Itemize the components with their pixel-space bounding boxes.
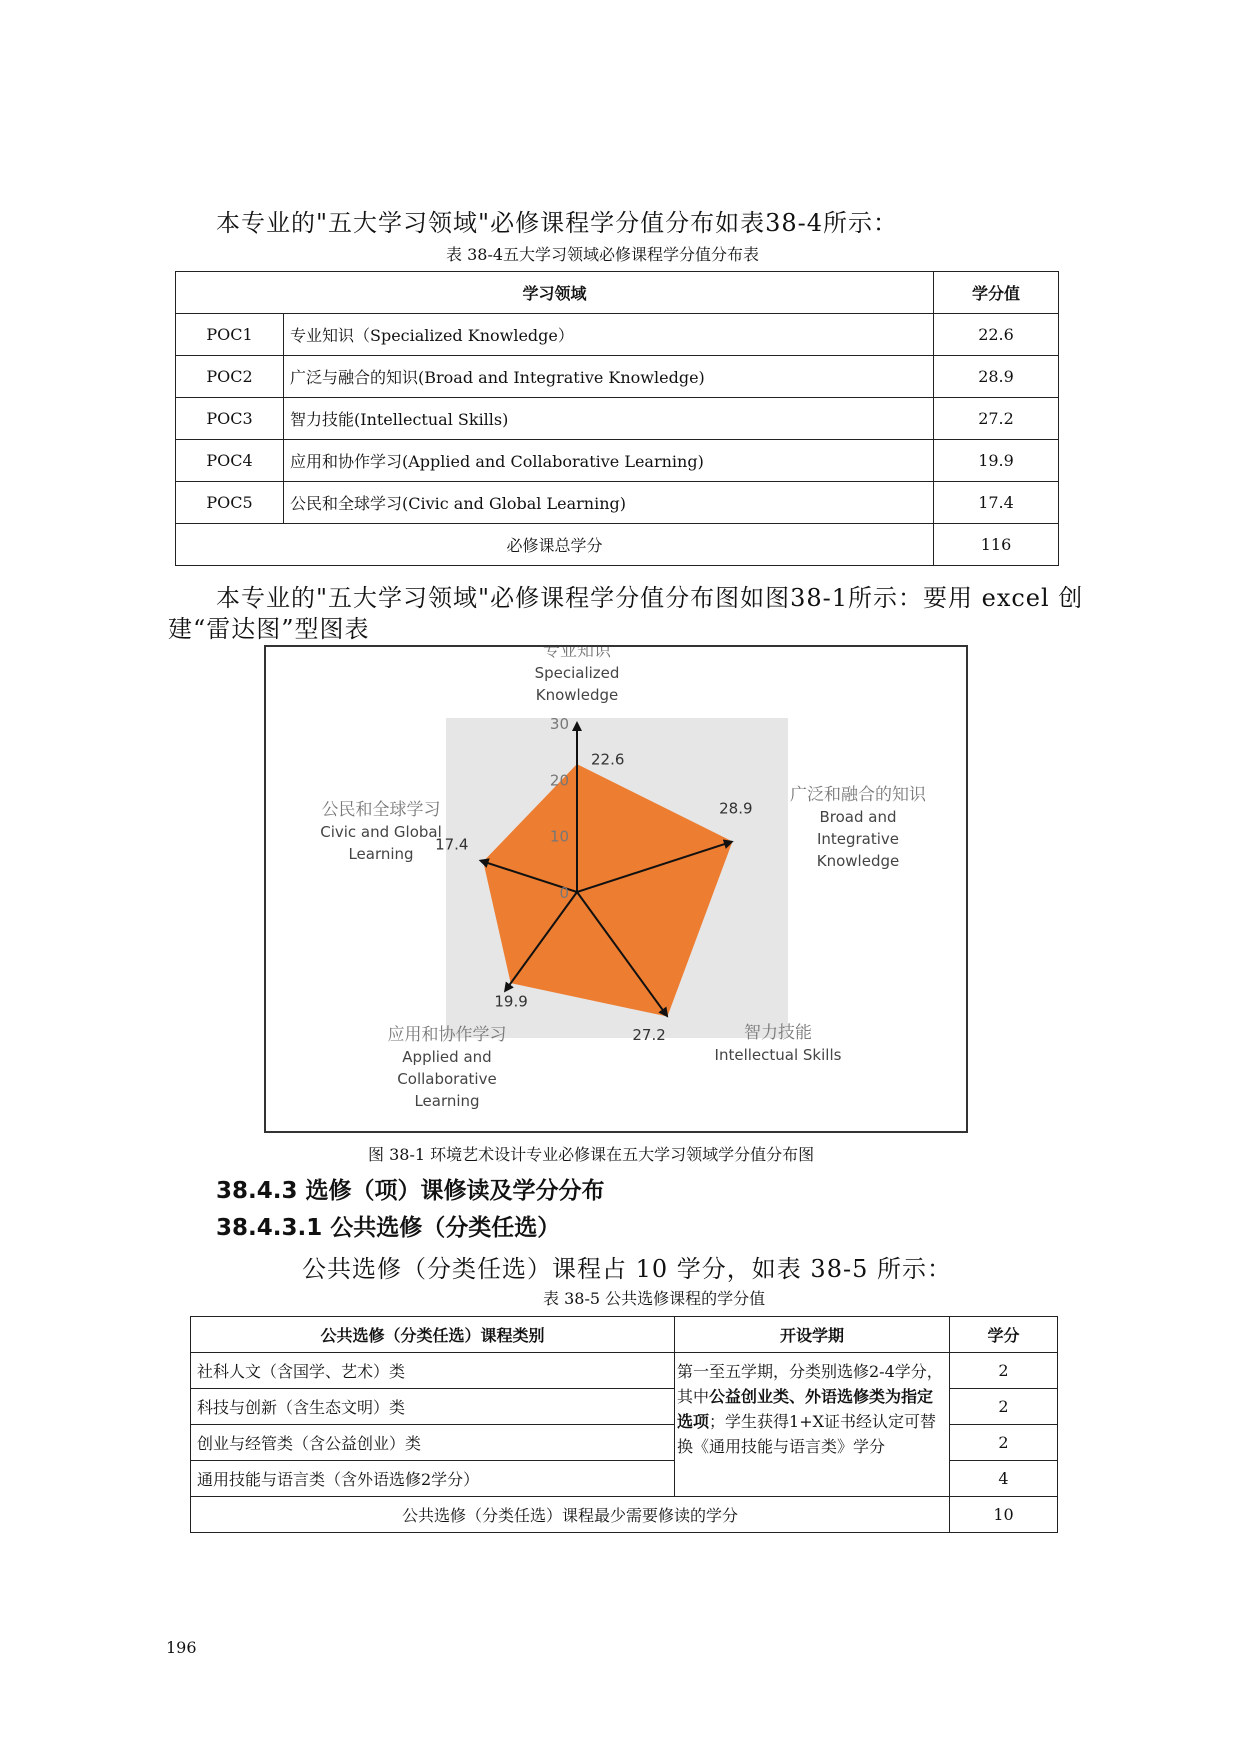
row-value: 28.9 <box>934 356 1059 398</box>
radar-tick-label: 0 <box>559 884 569 902</box>
row-value: 22.6 <box>934 314 1059 356</box>
row-credit: 2 <box>950 1425 1058 1461</box>
total-value: 10 <box>950 1497 1058 1533</box>
row-code: POC5 <box>176 482 284 524</box>
radar-category-en: Specialized <box>534 664 620 682</box>
table-row <box>176 314 1059 356</box>
row-code: POC3 <box>176 398 284 440</box>
table-row <box>176 440 1059 482</box>
row-value: 17.4 <box>934 482 1059 524</box>
row-name: 专业知识（Specialized Knowledge） <box>284 314 934 356</box>
row-code: POC2 <box>176 356 284 398</box>
header-category: 公共选修（分类任选）课程类别 <box>191 1317 675 1353</box>
row-credit: 2 <box>950 1353 1058 1389</box>
radar-category-zh: 广泛和融合的知识 <box>790 785 926 805</box>
figure-caption: 图 38-1 环境艺术设计专业必修课在五大学习领域学分值分布图 <box>368 1145 815 1164</box>
radar-category-en: Applied and <box>402 1048 492 1066</box>
radar-category-label <box>388 1025 507 1110</box>
radar-value-label: 27.2 <box>632 1025 666 1044</box>
section-heading-38-4-3: 38.4.3 选修（项）课修读及学分分布 <box>216 1178 605 1204</box>
semester-note <box>675 1353 950 1497</box>
row-name: 应用和协作学习(Applied and Collaborative Learning) <box>284 440 934 482</box>
row-credit: 4 <box>950 1461 1058 1497</box>
public-elective-table <box>190 1316 1058 1533</box>
row-name: 智力技能(Intellectual Skills) <box>284 398 934 440</box>
radar-tick-label: 30 <box>549 715 569 733</box>
table1-caption: 表 38-4五大学习领域必修课程学分值分布表 <box>446 245 760 264</box>
radar-category-en: Knowledge <box>816 852 900 870</box>
radar-chart <box>266 647 966 1131</box>
table-row <box>176 482 1059 524</box>
radar-category-label <box>535 647 620 704</box>
radar-category-en: Learning <box>414 1092 480 1110</box>
total-value: 116 <box>934 524 1059 566</box>
radar-category-zh: 专业知识 <box>543 647 611 661</box>
total-label: 必修课总学分 <box>176 524 934 566</box>
elective-paragraph: 公共选修（分类任选）课程占 10 学分，如表 38-5 所示： <box>302 1255 952 1283</box>
radar-category-zh: 智力技能 <box>744 1023 812 1043</box>
row-category: 通用技能与语言类（含外语选修2学分） <box>191 1461 675 1497</box>
radar-category-zh: 公民和全球学习 <box>321 800 441 820</box>
table-row <box>176 398 1059 440</box>
radar-category-en: Learning <box>348 845 414 863</box>
chart-paragraph-line1: 本专业的"五大学习领域"必修课程学分值分布图如图38-1所示：要用 excel 创 <box>216 584 1084 612</box>
radar-category-en: Collaborative <box>397 1070 497 1088</box>
radar-tick-label: 10 <box>549 827 569 846</box>
table-header-row <box>191 1317 1058 1353</box>
row-code: POC1 <box>176 314 284 356</box>
total-label: 公共选修（分类任选）课程最少需要修读的学分 <box>191 1497 950 1533</box>
semester-note-bold: 公益创业类、外语选修类为指定选项 <box>677 1387 934 1431</box>
radar-category-en: Intellectual Skills <box>714 1046 842 1064</box>
radar-value-label: 22.6 <box>591 750 625 769</box>
intro-paragraph: 本专业的"五大学习领域"必修课程学分值分布如表38-4所示： <box>216 209 898 237</box>
table-total-row <box>191 1497 1058 1533</box>
row-value: 27.2 <box>934 398 1059 440</box>
table-header-row <box>176 272 1059 314</box>
radar-value-label: 19.9 <box>494 992 528 1011</box>
row-code: POC4 <box>176 440 284 482</box>
page-number: 196 <box>166 1638 197 1657</box>
table-total-row <box>176 524 1059 566</box>
row-credit: 2 <box>950 1389 1058 1425</box>
chart-paragraph-line2: 建“雷达图”型图表 <box>168 615 370 643</box>
row-value: 19.9 <box>934 440 1059 482</box>
header-domain: 学习领域 <box>176 272 934 314</box>
credit-distribution-table <box>175 271 1059 566</box>
radar-value-label: 17.4 <box>435 835 469 854</box>
radar-category-en: Broad and <box>819 808 897 826</box>
radar-chart-frame <box>264 645 968 1133</box>
row-name: 公民和全球学习(Civic and Global Learning) <box>284 482 934 524</box>
section-heading-38-4-3-1: 38.4.3.1 公共选修（分类任选） <box>216 1215 561 1241</box>
table2-caption: 表 38-5 公共选修课程的学分值 <box>543 1289 766 1308</box>
radar-category-label <box>320 800 442 863</box>
table-row <box>176 356 1059 398</box>
semester-note-a: 第一至五学期，分类别选修2-4学分，其中 <box>677 1362 943 1406</box>
table-row <box>191 1353 1058 1389</box>
radar-value-label: 28.9 <box>719 799 753 818</box>
row-category: 社科人文（含国学、艺术）类 <box>191 1353 675 1389</box>
radar-category-label <box>790 785 927 870</box>
radar-category-en: Integrative <box>816 830 900 848</box>
radar-category-en: Civic and Global <box>320 823 442 841</box>
radar-tick-label: 20 <box>549 771 569 790</box>
radar-category-zh: 应用和协作学习 <box>387 1025 507 1045</box>
header-semester: 开设学期 <box>675 1317 950 1353</box>
row-category: 创业与经管类（含公益创业）类 <box>191 1425 675 1461</box>
semester-note-b: ；学生获得1+X证书经认定可替换《通用技能与语言类》学分 <box>677 1412 936 1456</box>
radar-category-en: Knowledge <box>535 686 619 704</box>
row-category: 科技与创新（含生态文明）类 <box>191 1389 675 1425</box>
header-credit: 学分 <box>950 1317 1058 1353</box>
header-credit: 学分值 <box>934 272 1059 314</box>
row-name: 广泛与融合的知识(Broad and Integrative Knowledge) <box>284 356 934 398</box>
